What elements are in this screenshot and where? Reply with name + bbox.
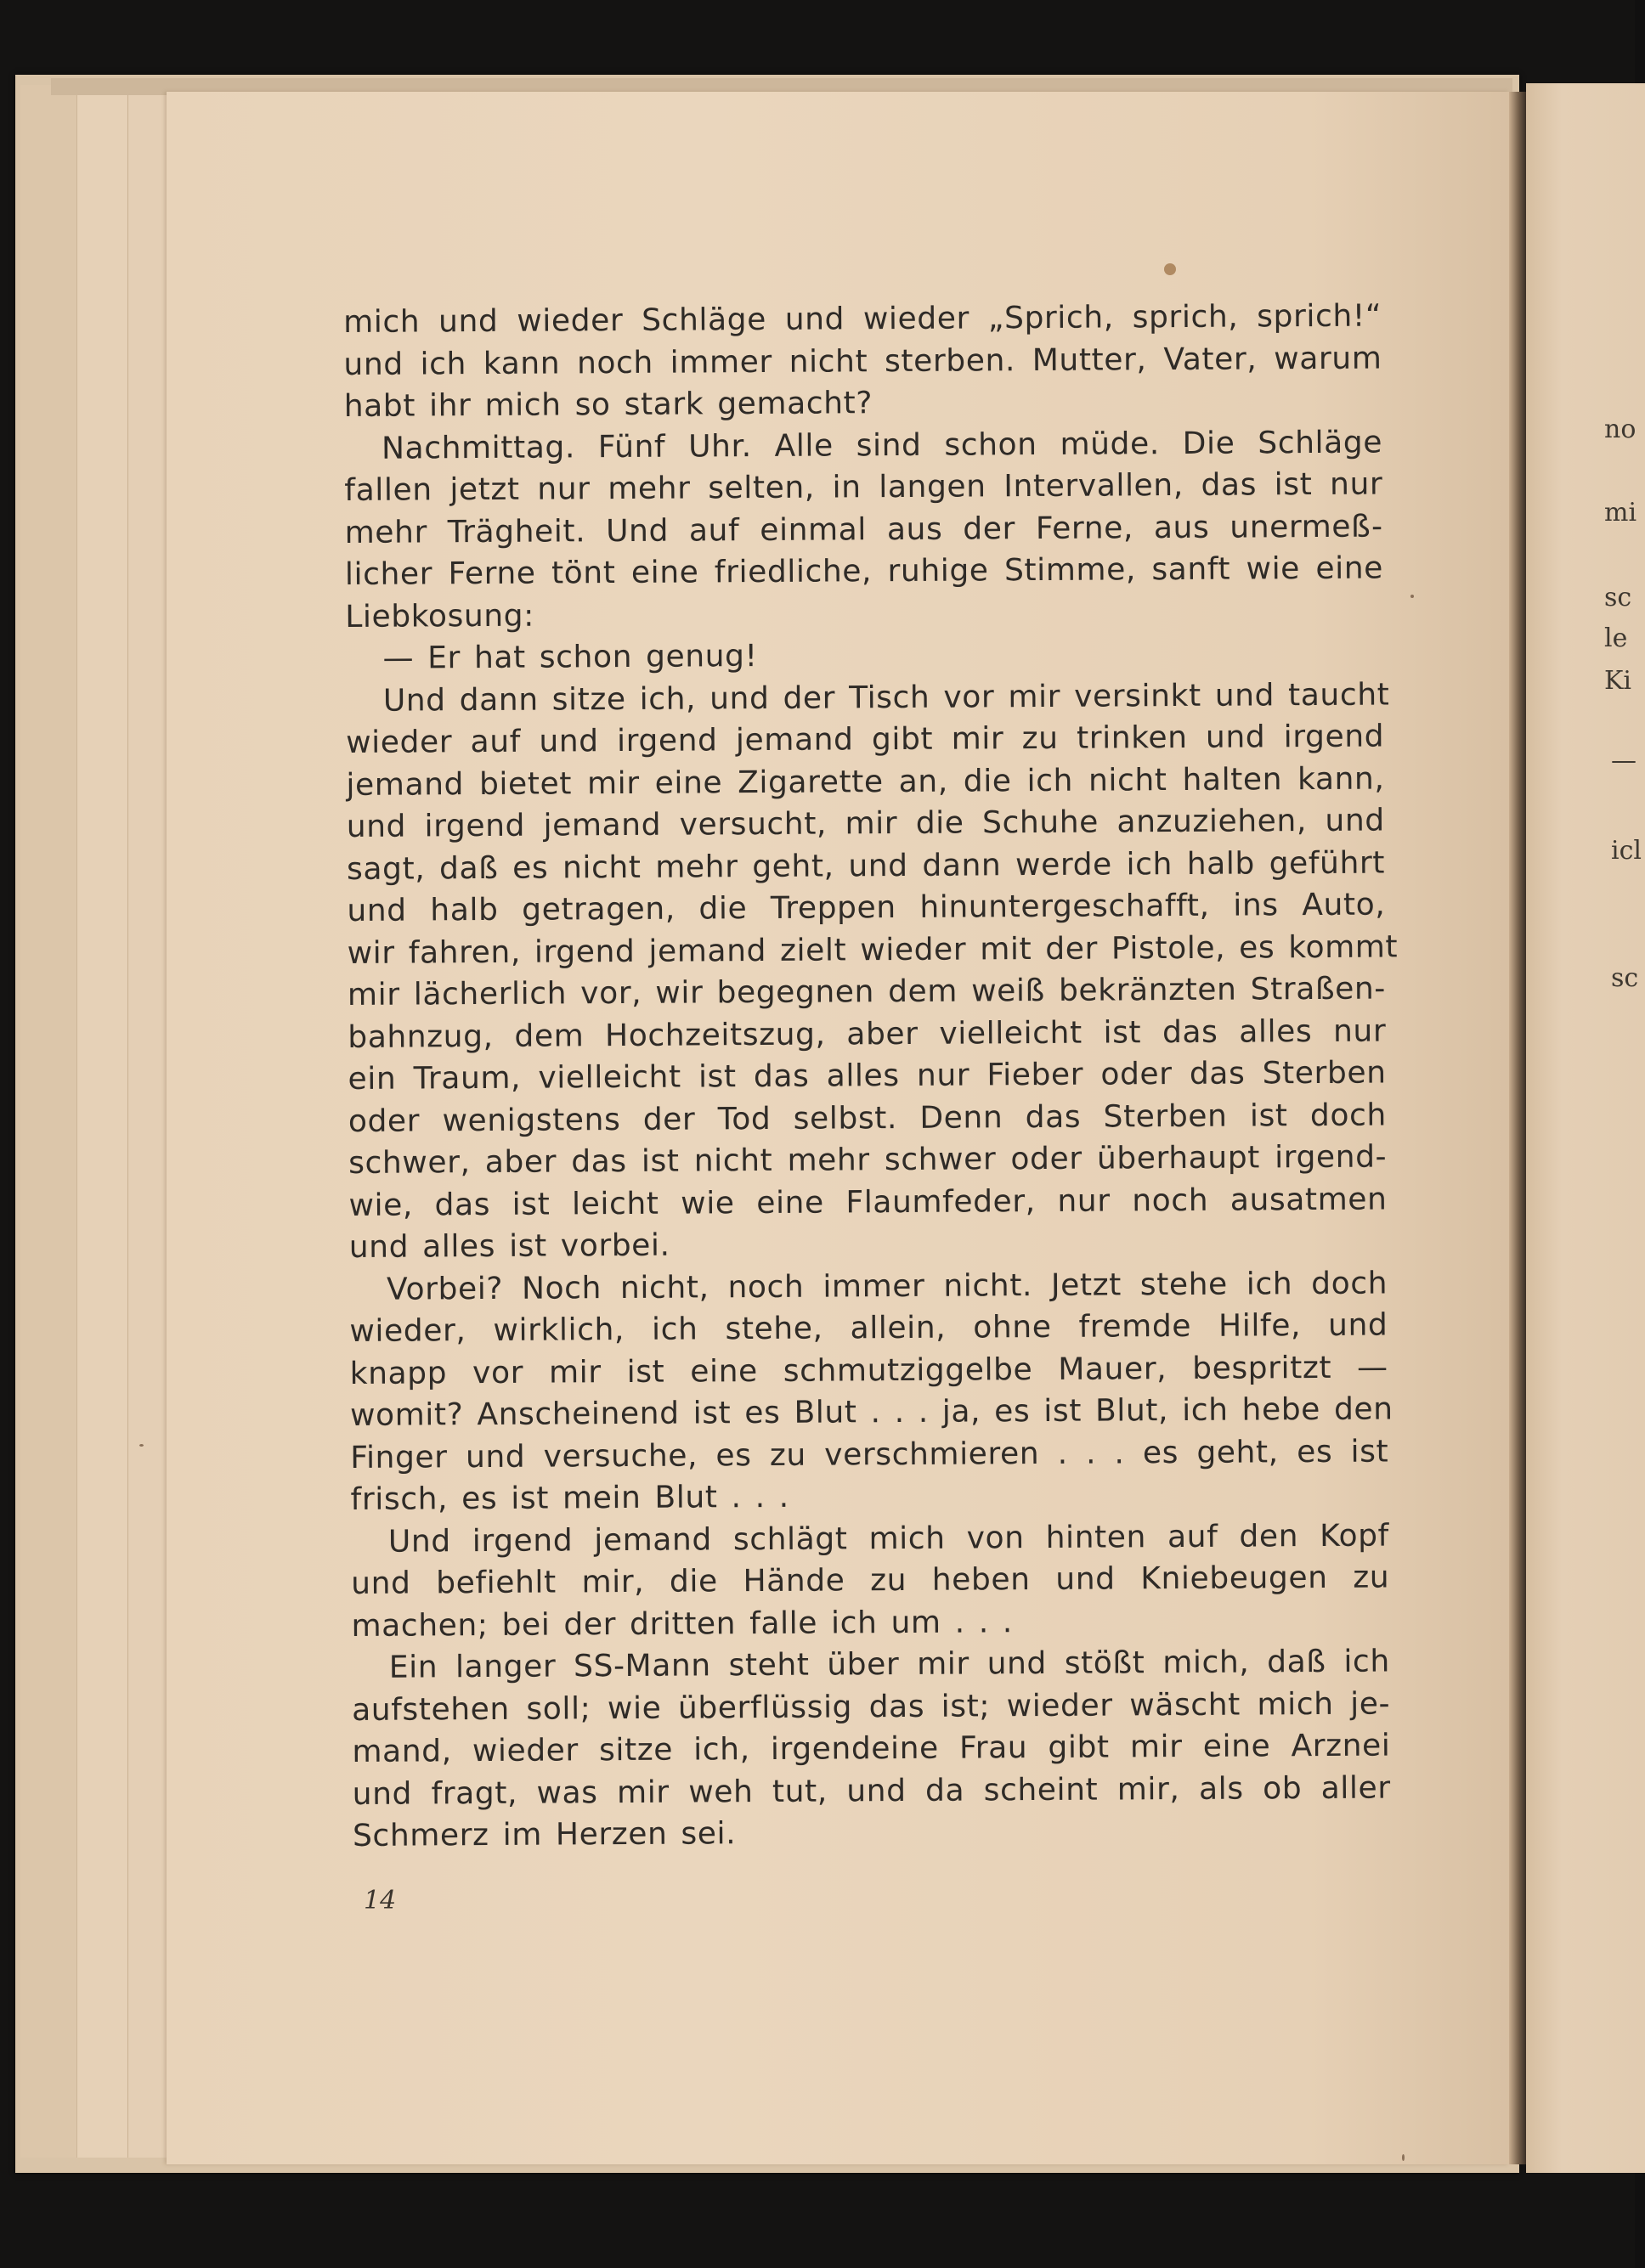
text-line: Und irgend jemand schlägt mich von hinten auf den Kopf xyxy=(387,1518,1390,1560)
text-line: habt ihr mich so stark gemacht? xyxy=(343,386,873,424)
text-line: — Er hat schon genug! xyxy=(382,639,758,676)
text-line: wir fahren, irgend jemand zielt wieder mit der Pistole, es kommt xyxy=(347,928,1399,971)
facing-fragment: icl xyxy=(1611,836,1642,866)
text-line: und halb getragen, die Treppen hinuntergeschafft, ins Auto, xyxy=(347,887,1386,928)
text-line: mich und wieder Schläge und wieder „Sprich, sprich, sprich!“ xyxy=(343,298,1382,340)
paper-speck xyxy=(139,1444,144,1447)
text-line: bahnzug, dem Hochzeitszug, aber vielleicht ist das alles nur xyxy=(348,1013,1387,1055)
text-line: Liebkosung: xyxy=(345,598,535,635)
facing-page xyxy=(1526,83,1645,2173)
text-line: und fragt, was mir weh tut, und da scheint mir, als ob aller xyxy=(352,1770,1391,1812)
text-line: aufstehen soll; wie überflüssig das ist; wieder wäscht mich je- xyxy=(352,1686,1391,1728)
text-line: und befiehlt mir, die Hände zu heben und Kniebeugen zu xyxy=(351,1560,1390,1601)
text-line: licher Ferne tönt eine friedliche, ruhige Stimme, sanft wie eine xyxy=(344,550,1384,592)
text-line: Ein langer SS-Mann steht über mir und stößt mich, daß ich xyxy=(388,1644,1390,1685)
facing-fragment: mi xyxy=(1604,498,1637,528)
body-text xyxy=(343,296,1399,1858)
text-line: mir lächerlich vor, wir begegnen dem weiß bekränzten Straßen- xyxy=(347,971,1387,1013)
text-line: womit? Anscheinend ist es Blut . . . ja, es ist Blut, ich hebe den xyxy=(349,1391,1393,1433)
text-line: Vorbei? Noch nicht, noch immer nicht. Jetzt stehe ich doch xyxy=(386,1266,1388,1307)
text-line: wieder, wirklich, ich stehe, allein, ohne fremde Hilfe, und xyxy=(349,1307,1388,1349)
text-line: Nachmittag. Fünf Uhr. Alle sind schon müde. Die Schläge xyxy=(381,425,1383,466)
facing-fragment: le xyxy=(1604,623,1628,653)
text-line: Und dann sitze ich, und der Tisch vor mir versinkt und taucht xyxy=(382,676,1390,719)
text-line: knapp vor mir ist eine schmutziggelbe Mauer, bespritzt — xyxy=(349,1350,1388,1391)
text-line: oder wenigstens der Tod selbst. Denn das Sterben ist doch xyxy=(348,1097,1387,1139)
text-line: ein Traum, vielleicht ist das alles nur Fieber oder das Sterben xyxy=(348,1055,1387,1097)
paper-speck xyxy=(1402,2154,1405,2161)
facing-fragment: — xyxy=(1611,746,1637,776)
text-line: mand, wieder sitze ich, irgendeine Frau gibt mir eine Arznei xyxy=(352,1728,1391,1769)
facing-fragment: sc xyxy=(1604,583,1632,612)
text-line: Schmerz im Herzen sei. xyxy=(352,1816,737,1853)
paper-speck xyxy=(1410,595,1414,598)
text-line: und alles ist vorbei. xyxy=(348,1227,670,1265)
text-line: machen; bei der dritten falle ich um . . . xyxy=(351,1604,1014,1644)
page-number: 14 xyxy=(364,1886,397,1915)
facing-fragment: sc xyxy=(1611,963,1639,993)
text-line: und ich kann noch immer nicht sterben. Mutter, Vater, warum xyxy=(343,341,1382,382)
ink-dot xyxy=(1164,263,1176,275)
text-line: fallen jetzt nur mehr selten, in langen Intervallen, das ist nur xyxy=(344,466,1383,508)
facing-fragment: no xyxy=(1604,415,1637,444)
text-line: schwer, aber das ist nicht mehr schwer oder überhaupt irgend- xyxy=(348,1139,1388,1181)
book-gutter xyxy=(1509,92,1526,2164)
text-line: mehr Trägheit. Und auf einmal aus der Ferne, aus unermeß- xyxy=(344,509,1383,550)
text-line: sagt, daß es nicht mehr geht, und dann werde ich halb geführt xyxy=(346,845,1386,887)
text-line: wieder auf und irgend jemand gibt mir zu trinken und irgend xyxy=(346,719,1385,760)
text-line: frisch, es ist mein Blut . . . xyxy=(350,1479,789,1517)
text-line: jemand bietet mir eine Zigarette an, die ich nicht halten kann, xyxy=(346,761,1385,803)
facing-fragment: Ki xyxy=(1604,666,1632,696)
text-line: Finger und versuche, es zu verschmieren . . . es geht, es ist xyxy=(350,1434,1389,1475)
text-line: wie, das ist leicht wie eine Flaumfeder, nur noch ausatmen xyxy=(348,1182,1388,1223)
text-line: und irgend jemand versucht, mir die Schuhe anzuziehen, und xyxy=(346,803,1385,844)
